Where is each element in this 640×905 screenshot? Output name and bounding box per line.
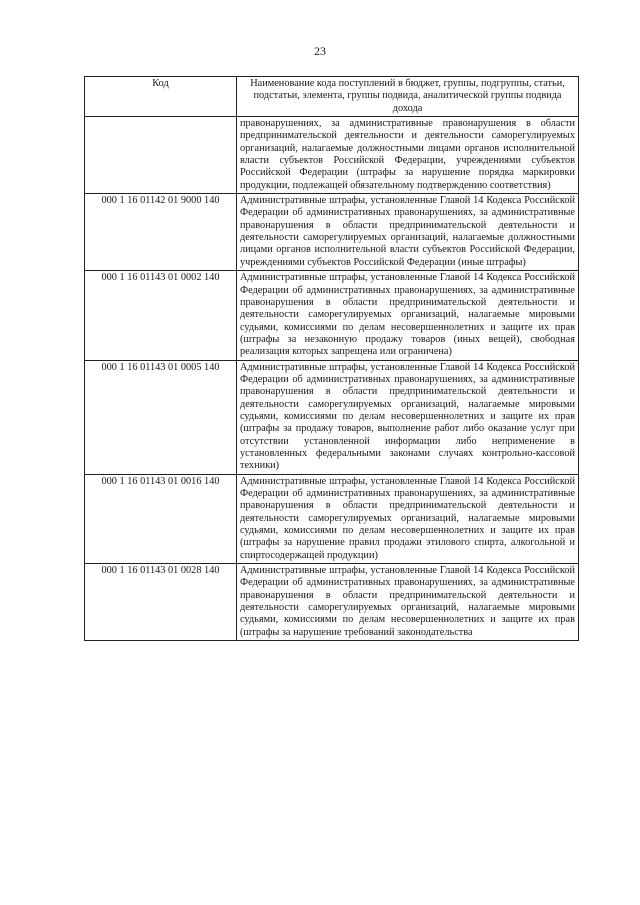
table-header-row [85,77,579,117]
income-codes-table [84,76,579,641]
row-description: Административные штрафы, установленные Главой 14 Кодекса Российской Федерации об административных правонарушениях, за административные правонарушения в области предпринимательской деятельности и деятельности саморегулируемых организаций, налагаемые мировыми судьями, комиссиями по делам несовершеннолетних и защите их прав (штрафы за нарушение правил продажи этилового спирта, алкогольной и спиртосодержащей продукции) [237,474,579,563]
row-code: 000 1 16 01143 01 0002 140 [85,271,237,360]
page-number: 23 [314,44,326,58]
header-name: Наименование кода поступлений в бюджет, группы, подгруппы, статьи, подстатьи, элемента, группы подвида, аналитической группы подвида дохода [237,77,579,117]
row-code [85,117,237,194]
header-code: Код [85,77,237,117]
row-description: Административные штрафы, установленные Главой 14 Кодекса Российской Федерации об административных правонарушениях, за административные правонарушения в области предпринимательской деятельности и деятельности саморегулируемых организаций, налагаемые мировыми судьями, комиссиями по делам несовершеннолетних и защите их прав (штрафы за продажу товаров, выполнение работ либо оказание услуг при отсутствии установленной информации либо неприменение в установленных федеральными законами случаях контрольно-кассовой техники) [237,360,579,474]
row-description: Административные штрафы, установленные Главой 14 Кодекса Российской Федерации об административных правонарушениях, за административные правонарушения в области предпринимательской деятельности и деятельности саморегулируемых организаций, налагаемые мировыми судьями, комиссиями по делам несовершеннолетних и защите их прав (штрафы за нарушение требований законодательства [237,564,579,641]
table-row [85,564,579,641]
row-code: 000 1 16 01142 01 9000 140 [85,194,237,271]
table-row [85,360,579,474]
row-code: 000 1 16 01143 01 0016 140 [85,474,237,563]
table-row [85,194,579,271]
row-description: правонарушениях, за административные правонарушения в области предпринимательской деятельности и деятельности саморегулируемых организаций, налагаемые должностными лицами органов исполнительной власти субъектов Российской Федерации, учреждениями субъектов Российской Федерации (штрафы за нарушение порядка маркировки продукции, подлежащей обязательному подтверждению соответствия) [237,117,579,194]
row-code: 000 1 16 01143 01 0005 140 [85,360,237,474]
table-row [85,474,579,563]
table-row [85,271,579,360]
table-row [85,117,579,194]
row-description: Административные штрафы, установленные Главой 14 Кодекса Российской Федерации об административных правонарушениях, за административные правонарушения в области предпринимательской деятельности и деятельности саморегулируемых организаций, налагаемые должностными лицами органов исполнительной власти субъектов Российской Федерации, учреждениями субъектов Российской Федерации (иные штрафы) [237,194,579,271]
row-description: Административные штрафы, установленные Главой 14 Кодекса Российской Федерации об административных правонарушениях, за административные правонарушения в области предпринимательской деятельности и деятельности саморегулируемых организаций, налагаемые мировыми судьями, комиссиями по делам несовершеннолетних и защите их прав (штрафы за незаконную продажу товаров (иных вещей), свободная реализация которых запрещена или ограничена) [237,271,579,360]
row-code: 000 1 16 01143 01 0028 140 [85,564,237,641]
